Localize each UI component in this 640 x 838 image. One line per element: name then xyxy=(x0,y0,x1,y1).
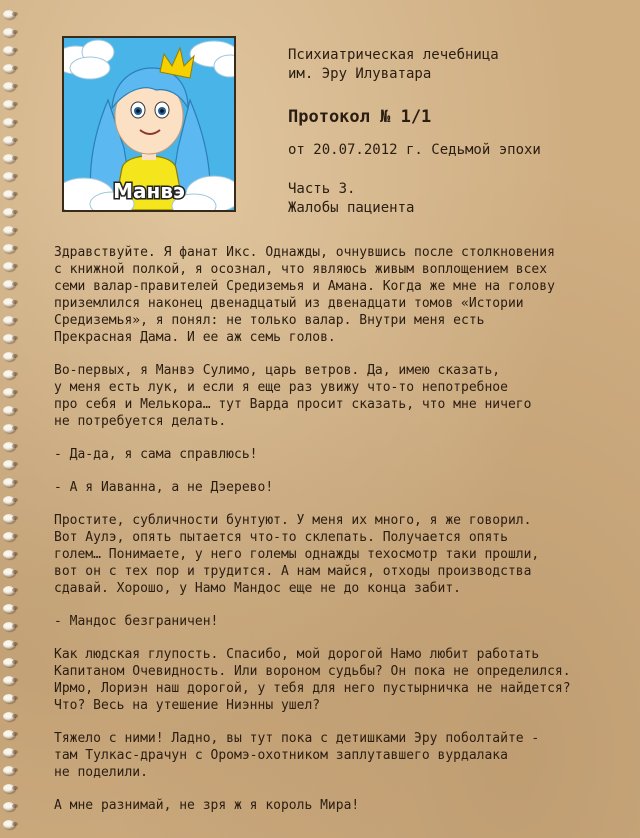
text-line: Ирмо, Лориэн наш дорогой, у тебя для него пустырничка не найдется? xyxy=(54,681,571,696)
manwe-portrait xyxy=(62,36,236,212)
text-line: - А я Иаванна, а не Дэерево! xyxy=(54,480,274,495)
binding-ring xyxy=(3,298,15,307)
text-line: про себя и Мелькора… тут Варда просит сказать, что мне ничего xyxy=(54,397,532,412)
binding-ring xyxy=(3,694,15,703)
paragraph xyxy=(54,730,624,781)
binding-ring xyxy=(3,406,15,415)
binding-ring xyxy=(3,118,15,127)
text-line: вот он с тех пор и трудится. А нам майся, отходы производства xyxy=(54,564,532,579)
text-line: Простите, субличности бунтуют. У меня их много, я же говорил. xyxy=(54,513,532,528)
binding-ring xyxy=(3,496,15,505)
binding-ring xyxy=(3,244,15,253)
text-line: Вот Аулэ, опять пытается что-то склепать. Получается опять xyxy=(54,530,508,545)
binding-ring xyxy=(3,784,15,793)
binding-ring xyxy=(3,568,15,577)
binding-ring xyxy=(3,424,15,433)
binding-ring xyxy=(3,370,15,379)
binding-ring xyxy=(3,82,15,91)
binding-ring xyxy=(3,658,15,667)
complaint-text xyxy=(54,244,624,830)
text-line: Капитаном Очевидность. Или вороном судьбы? Он пока не определился. xyxy=(54,664,571,679)
binding-ring xyxy=(3,352,15,361)
portrait-caption: Манвэ xyxy=(113,179,185,203)
binding-ring xyxy=(3,676,15,685)
binding-ring xyxy=(3,604,15,613)
binding-ring xyxy=(3,802,15,811)
text-line: там Тулкас-драчун с Оромэ-охотником заплутавшего вурдалака xyxy=(54,748,508,763)
institution-header xyxy=(288,46,499,84)
text-line: Здравствуйте. Я фанат Икс. Однажды, очнувшись после столкновения xyxy=(54,245,555,260)
binding-ring xyxy=(3,478,15,487)
portrait-illustration xyxy=(64,38,234,210)
binding-ring xyxy=(3,640,15,649)
text-line: Прекрасная Дама. И ее аж семь голов. xyxy=(54,330,336,345)
part-title: Жалобы пациента xyxy=(288,200,415,216)
binding-ring xyxy=(3,334,15,343)
text-line: Что? Весь на утешение Ниэнны ушел? xyxy=(54,698,321,713)
binding-ring xyxy=(3,532,15,541)
part-number: Часть 3. xyxy=(288,181,356,197)
binding-ring xyxy=(3,10,15,19)
text-line: - Мандос безграничен! xyxy=(54,614,219,629)
protocol-title: Протокол № 1/1 xyxy=(288,107,432,127)
binding-ring xyxy=(3,136,15,145)
paragraph xyxy=(54,512,624,597)
binding-ring xyxy=(3,442,15,451)
binding-ring xyxy=(3,388,15,397)
paragraph xyxy=(54,479,624,496)
binding-ring xyxy=(3,766,15,775)
protocol-date: от 20.07.2012 г. Седьмой эпохи xyxy=(288,142,541,158)
text-line: Тяжело с ними! Ладно, вы тут пока с детишками Эру поболтайте - xyxy=(54,731,540,746)
paragraph xyxy=(54,362,624,430)
binding-ring xyxy=(3,208,15,217)
text-line: не поделили. xyxy=(54,765,148,780)
binding-ring xyxy=(3,748,15,757)
text-line: Как людская глупость. Спасибо, мой дорогой Намо любит работать xyxy=(54,647,540,662)
binding-ring xyxy=(3,154,15,163)
paragraph xyxy=(54,646,624,714)
text-line: Средиземья», я понял: не только валар. Внутри меня есть xyxy=(54,313,485,328)
binding-ring xyxy=(3,64,15,73)
text-line: у меня есть лук, и если я еще раз увижу что-то непотребное xyxy=(54,380,508,395)
binding-ring xyxy=(3,172,15,181)
binding-ring xyxy=(3,280,15,289)
paragraph xyxy=(54,797,624,814)
binding-ring xyxy=(3,46,15,55)
text-line: голем… Понимаете, у него големы однажды техосмотр таки прошли, xyxy=(54,547,540,562)
paragraph xyxy=(54,446,624,463)
institution-line-2: им. Эру Илуватара xyxy=(288,66,432,82)
binding-ring xyxy=(3,586,15,595)
text-line: Во-первых, я Манвэ Сулимо, царь ветров. Да, имею сказать, xyxy=(54,363,501,378)
text-line: семи валар-правителей Средиземья и Амана. Когда же мне на голову xyxy=(54,279,555,294)
binding-ring xyxy=(3,730,15,739)
part-heading xyxy=(288,180,414,218)
text-line: А мне разнимай, не зря ж я король Мира! xyxy=(54,798,360,813)
paragraph xyxy=(54,244,624,346)
text-line: сдавай. Хорошо, у Намо Мандос еще не до конца забит. xyxy=(54,581,461,596)
text-line: не потребуется делать. xyxy=(54,414,227,429)
text-line: с книжной полкой, я осознал, что являюсь живым воплощением всех xyxy=(54,262,548,277)
binding-ring xyxy=(3,262,15,271)
binding-ring xyxy=(3,100,15,109)
binding-ring xyxy=(3,622,15,631)
binding-ring xyxy=(3,550,15,559)
binding-ring xyxy=(3,460,15,469)
binding-ring xyxy=(3,514,15,523)
text-line: приземлился наконец двенадцатый из двенадцати томов «Истории xyxy=(54,296,524,311)
paragraph xyxy=(54,613,624,630)
text-line: - Да-да, я сама справлюсь! xyxy=(54,447,258,462)
binding-ring xyxy=(3,28,15,37)
binding-ring xyxy=(3,190,15,199)
institution-line-1: Психиатрическая лечебница xyxy=(288,47,499,63)
binding-ring xyxy=(3,820,15,829)
binding-ring xyxy=(3,316,15,325)
spiral-binding xyxy=(0,0,22,838)
binding-ring xyxy=(3,712,15,721)
binding-ring xyxy=(3,226,15,235)
cloud-top-left xyxy=(64,40,114,79)
